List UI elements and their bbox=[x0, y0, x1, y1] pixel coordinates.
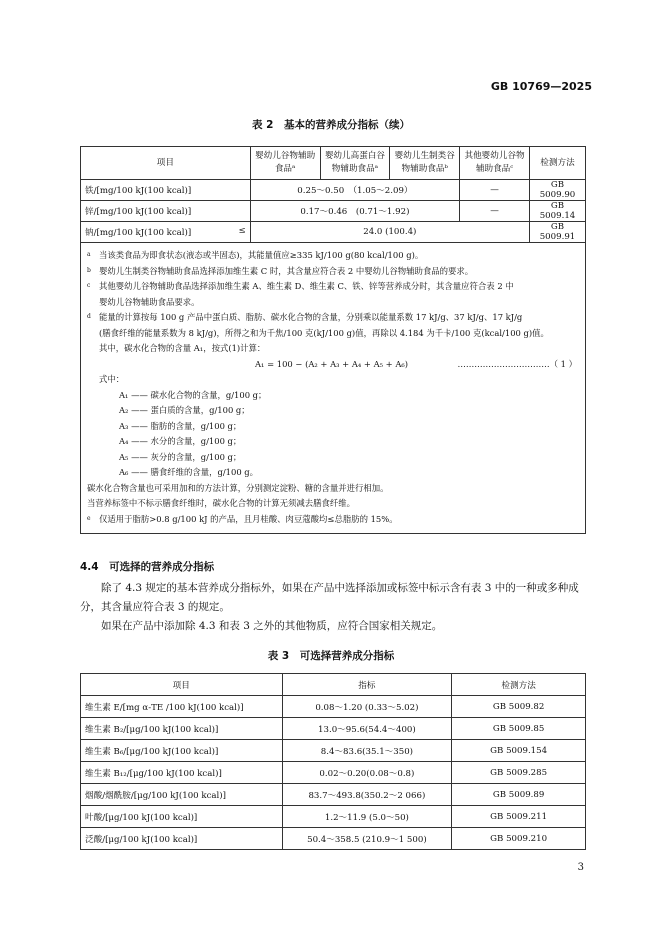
row-value: 50.4～358.5 (210.9～1 500) bbox=[282, 828, 452, 850]
row-value: 83.7～493.8(350.2～2 066) bbox=[282, 784, 452, 806]
row-item bbox=[81, 222, 251, 243]
note-a bbox=[87, 248, 579, 264]
note-extra: 当营养标签中不标示膳食纤维时，碳水化合物的计算无须减去膳食纤维。 bbox=[87, 498, 355, 508]
row-item: 维生素 E/[mg α-TE /100 kJ(100 kcal)] bbox=[81, 696, 283, 718]
row-item: 维生素 B₁₂/[μg/100 kJ(100 kcal)] bbox=[81, 762, 283, 784]
where-label: 式中： bbox=[99, 374, 125, 384]
row-value: 0.08～1.20 (0.33～5.02) bbox=[282, 696, 452, 718]
variable-def: A₆ —— 膳食纤维的含量，g/100 g。 bbox=[119, 467, 259, 477]
row-other: — bbox=[460, 201, 530, 222]
note-marker: a bbox=[87, 251, 91, 258]
row-item: 叶酸/[μg/100 kJ(100 kcal)] bbox=[81, 806, 283, 828]
note-c-cont: 婴幼儿谷物辅助食品要求。 bbox=[99, 296, 200, 307]
row-item: 维生素 B₂/[μg/100 kJ(100 kcal)] bbox=[81, 718, 283, 740]
table3-header-item: 项目 bbox=[81, 674, 283, 696]
note-text: 能量的计算按每 100 g 产品中蛋白质、脂肪、碳水化合物的含量，分别乘以能量系数 17 kJ/g、37 kJ/g、17 kJ/g bbox=[99, 312, 523, 322]
table2-header-row bbox=[81, 147, 586, 180]
row-other: — bbox=[460, 180, 530, 201]
table2 bbox=[80, 146, 586, 534]
note-extra: 碳水化合物含量也可采用加和的方法计算，分别测定淀粉、糖的含量并进行相加。 bbox=[87, 482, 389, 493]
variable-def: A₄ —— 水分的含量，g/100 g； bbox=[119, 436, 242, 446]
section-paragraph-2: 如果在产品中添加除 4.3 和表 3 之外的其他物质，应符合国家相关规定。 bbox=[101, 620, 443, 632]
table-row bbox=[81, 201, 586, 222]
table3-header-method: 检测方法 bbox=[452, 674, 586, 696]
formula-ref: ……………………………（ 1 ） bbox=[457, 358, 577, 369]
table-row bbox=[81, 222, 586, 243]
section-paragraph-1: 除了 4.3 规定的基本营养成分指标外，如果在产品中选择添加或标签中标示含有表 3 中的一种或多种成分，其含量应符合表 3 的规定。 bbox=[80, 582, 579, 613]
row-method: GB 5009.154 bbox=[452, 740, 586, 762]
note-d bbox=[87, 310, 579, 326]
table-row bbox=[81, 784, 586, 806]
row-method: GB 5009.90 bbox=[529, 180, 585, 201]
row-value: 0.17～0.46 (0.71～1.92) bbox=[250, 201, 459, 222]
row-method: GB 5009.211 bbox=[452, 806, 586, 828]
table-row bbox=[81, 828, 586, 850]
table3-header-value: 指标 bbox=[282, 674, 452, 696]
row-item: 泛酸/[μg/100 kJ(100 kcal)] bbox=[81, 828, 283, 850]
standard-id: GB 10769—2025 bbox=[490, 80, 592, 93]
table-row bbox=[81, 806, 586, 828]
row-method: GB 5009.14 bbox=[529, 201, 585, 222]
table2-caption: 表 2 基本的营养成分指标（续） bbox=[252, 119, 410, 131]
variable-def: A₃ —— 脂肪的含量，g/100 g； bbox=[119, 420, 242, 431]
table-row bbox=[81, 718, 586, 740]
table2-header-other: 其他婴幼儿谷物辅助食品ᶜ bbox=[460, 147, 530, 180]
note-d-cont: (膳食纤维的能量系数为 8 kJ/g)，所得之和为千焦/100 克(kJ/100 g)值，再除以 4.184 为千卡/100 克(kcal/100 g)值。 bbox=[99, 327, 549, 338]
row-method: GB 5009.89 bbox=[452, 784, 586, 806]
page-number: 3 bbox=[577, 862, 584, 873]
table-row bbox=[81, 740, 586, 762]
note-d-cont: 其中，碳水化合物的含量 A₁，按式(1)计算： bbox=[99, 343, 266, 353]
variable-def: A₅ —— 灰分的含量，g/100 g； bbox=[119, 451, 242, 462]
note-e bbox=[87, 512, 579, 528]
note-text: 婴幼儿生制类谷物辅助食品选择添加维生素 C 时，其含量应符合表 2 中婴幼儿谷物辅助食品的要求。 bbox=[99, 265, 474, 276]
table2-header-raw: 婴幼儿生制类谷物辅助食品ᵇ bbox=[390, 147, 460, 180]
row-method: GB 5009.82 bbox=[452, 696, 586, 718]
table-row bbox=[81, 696, 586, 718]
note-marker: e bbox=[87, 514, 91, 522]
section-heading: 4.4 可选择的营养成分指标 bbox=[80, 561, 215, 573]
row-value: 0.02～0.20(0.08～0.8) bbox=[282, 762, 452, 784]
note-b bbox=[87, 264, 579, 280]
table2-header-high-protein: 婴幼儿高蛋白谷物辅助食品ᵃ bbox=[320, 147, 390, 180]
note-text: 仅适用于脂肪>0.8 g/100 kJ 的产品，且月桂酸、肉豆蔻酸均≤总脂肪的 15%。 bbox=[99, 513, 398, 524]
table3-caption: 表 3 可选择营养成分指标 bbox=[267, 650, 395, 662]
table-row bbox=[81, 762, 586, 784]
note-marker: b bbox=[87, 266, 91, 274]
note-text: 当该类食品为即食状态(液态或半固态)，其能量值应≥335 kJ/100 g(80 kcal/100 g)。 bbox=[99, 250, 424, 260]
formula-row bbox=[87, 357, 579, 373]
table2-header-cereal: 婴幼儿谷物辅助食品ᵃ bbox=[250, 147, 320, 180]
row-item: 锌/[mg/100 kJ(100 kcal)] bbox=[81, 201, 251, 222]
table2-notes bbox=[81, 243, 586, 534]
variable-def: A₂ —— 蛋白质的含量，g/100 g； bbox=[119, 405, 250, 415]
note-marker: c bbox=[87, 282, 91, 289]
row-method: GB 5009.210 bbox=[452, 828, 586, 850]
row-item: 烟酸/烟酰胺/[μg/100 kJ(100 kcal)] bbox=[81, 784, 283, 806]
row-item: 铁/[mg/100 kJ(100 kcal)] bbox=[81, 180, 251, 201]
row-item: 维生素 B₆/[μg/100 kJ(100 kcal)] bbox=[81, 740, 283, 762]
row-value: 1.2～11.9 (5.0～50) bbox=[282, 806, 452, 828]
note-c bbox=[87, 279, 579, 295]
table3-header-row bbox=[81, 674, 586, 696]
row-method: GB 5009.91 bbox=[529, 222, 585, 243]
table2-header-method: 检测方法 bbox=[529, 147, 585, 180]
note-text: 其他婴幼儿谷物辅助食品选择添加维生素 A、维生素 D、维生素 C、铁、锌等营养成分时，其含量应符合表 2 中 bbox=[99, 281, 514, 291]
table2-header-item: 项目 bbox=[81, 147, 251, 180]
table-row bbox=[81, 180, 586, 201]
table2-notes-row bbox=[81, 243, 586, 534]
row-value: 13.0～95.6(54.4～400) bbox=[282, 718, 452, 740]
row-value: 0.25～0.50 （1.05～2.09） bbox=[250, 180, 459, 201]
table3 bbox=[80, 673, 586, 850]
formula: A₁ = 100 − (A₂ + A₃ + A₄ + A₅ + A₆) bbox=[255, 358, 409, 369]
row-method: GB 5009.85 bbox=[452, 718, 586, 740]
row-value: 24.0 (100.4) bbox=[250, 222, 529, 243]
less-equal-symbol: ≤ bbox=[238, 226, 246, 236]
row-item-label: 钠/[mg/100 kJ(100 kcal)] bbox=[85, 228, 192, 238]
variable-def: A₁ —— 碳水化合物的含量，g/100 g； bbox=[119, 389, 267, 400]
note-marker: d bbox=[87, 313, 91, 320]
row-method: GB 5009.285 bbox=[452, 762, 586, 784]
row-value: 8.4～83.6(35.1～350) bbox=[282, 740, 452, 762]
